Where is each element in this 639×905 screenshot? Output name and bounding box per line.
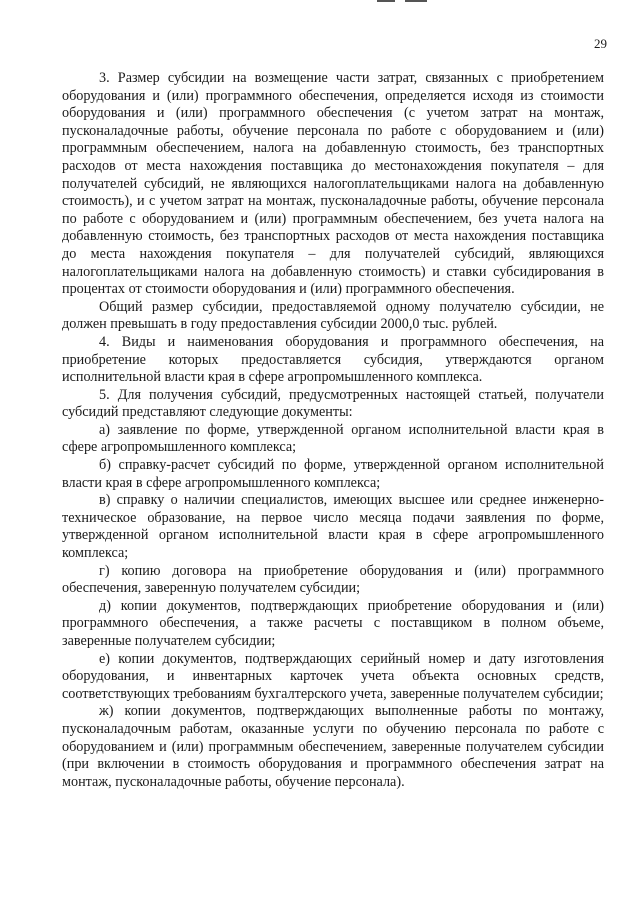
top-edge-marks (377, 0, 427, 3)
page-number: 29 (594, 36, 607, 51)
list-item-d-purchase-docs: д) копии документов, подтверждающих приобретение оборудования и (или) программного обеспечения, а также расчеты с поставщиком в полном объеме, заверенные получателем субсидии; (62, 597, 604, 649)
list-item-v-specialists: в) справку о наличии специалистов, имеющих высшее или среднее инженерно-техническое образование, на первое число месяца подачи заявления по форме, утвержденной органом исполнительной власти края в сфере агропромышленного комплекса; (62, 492, 604, 562)
paragraph-subsidy-limit: Общий размер субсидии, предоставляемой одному получателю субсидии, не должен превышать в году предоставления субсидии 2000,0 тыс. рублей. (62, 298, 604, 333)
list-item-g-contract: г) копию договора на приобретение оборудования и (или) программного обеспечения, заверенную получателем субсидии; (62, 562, 604, 597)
paragraph-subsidy-amount: 3. Размер субсидии на возмещение части затрат, связанных с приобретением оборудования и (или) программного обеспечения, определяется исходя из стоимости оборудования и (или) программного обеспечения (с учетом затрат на монтаж, пусконаладочные работы, обучение персонала по работе с оборудованием и (или) программным обеспечением, налога на добавленную стоимость, без транспортных расходов от места нахождения поставщика до местонахождения покупателя – для получателей субсидий, не являющихся налогоплательщиками налога на добавленную стоимость), и с учетом затрат на монтаж, пусконаладочные работы, обучение персонала по работе с оборудованием и (или) программным обеспечением, без учета налога на добавленную стоимость, без транспортных расходов от места нахождения поставщика до места нахождения покупателя – для получателей субсидий, являющихся налогоплательщиками налога на добавленную стоимость) и ставки субсидирования в процентах от стоимости оборудования и (или) программного обеспечения. (62, 70, 604, 298)
list-item-e-serial-docs: е) копии документов, подтверждающих серийный номер и дату изготовления оборудования, и инвентарных карточек учета объекта основных средств, соответствующих требованиям бухгалтерского учета, заверенные получателем субсидии; (62, 650, 604, 702)
list-item-b-calculation: б) справку-расчет субсидий по форме, утвержденной органом исполнительной власти края в сфере агропромышленного комплекса; (62, 457, 604, 491)
document-body (62, 70, 604, 791)
list-item-a-application: а) заявление по форме, утвержденной органом исполнительной власти края в сфере агропромышленного комплекса; (62, 421, 604, 456)
list-item-zh-works-docs: ж) копии документов, подтверждающих выполненные работы по монтажу, пусконаладочным работам, оказанные услуги по обучению персонала по работе с оборудованием и (или) программным обеспечением, заверенные получателем субсидии (при включении в стоимость оборудования и программного обеспечения затрат на монтаж, пусконаладочные работы, обучение персонала). (62, 703, 604, 790)
paragraph-equipment-types: 4. Виды и наименования оборудования и программного обеспечения, на приобретение которых предоставляется субсидия, утверждаются органом исполнительной власти края в сфере агропромышленного комплекса. (62, 333, 604, 386)
paragraph-required-documents: 5. Для получения субсидий, предусмотренных настоящей статьей, получатели субсидий представляют следующие документы: (62, 386, 604, 421)
